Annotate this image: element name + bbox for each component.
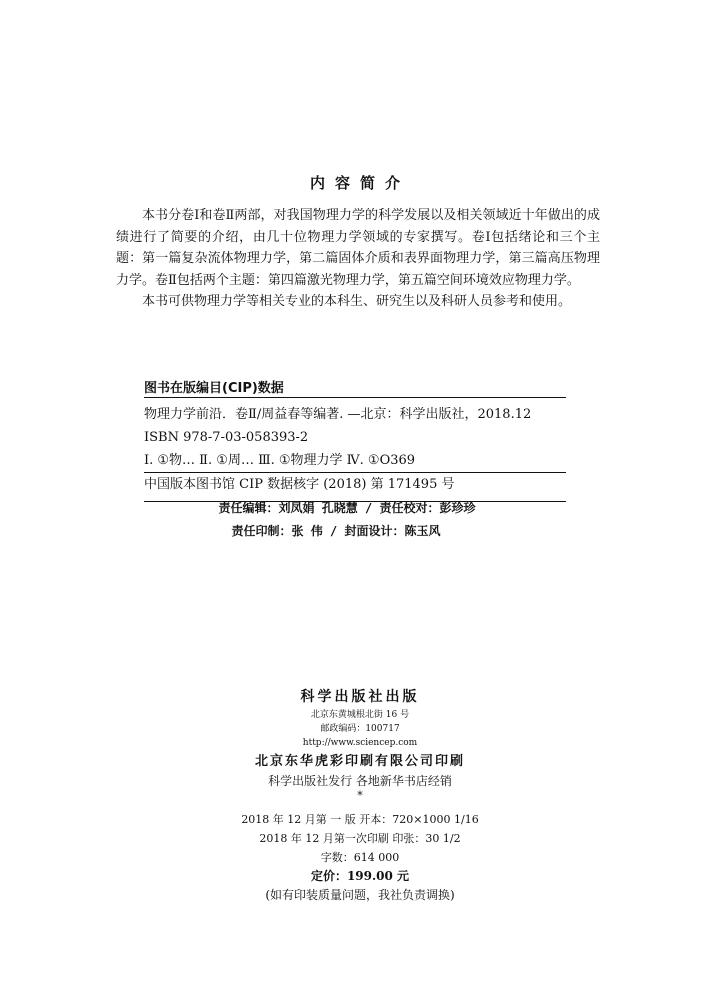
abstract-paragraph-2: 本书可供物理力学等相关专业的本科生、研究生以及科研人员参考和使用。 [142, 294, 572, 309]
abstract-paragraph-1: 本书分卷Ⅰ和卷Ⅱ两部，对我国物理力学的科学发展以及相关领域近十年做出的成绩进行了简要的介绍，由几十位物理力学领域的专家撰写。卷Ⅰ包括绪论和三个主题：第一篇复杂流体物理力学，第二篇固体介质和表界面物理力学，第三篇高压物理力学。卷Ⅱ包括两个主题：第四篇激光物理力学，第五篇空间环境效应物理力学。 [116, 208, 600, 288]
abstract-body [116, 205, 600, 313]
publisher-name: 科学出版社出版 [300, 689, 420, 705]
edition-line: 2018 年 12 月第 一 版 开本：720×1000 1/16 [241, 813, 479, 826]
distributor-line: 科学出版社发行 各地新华书店经销 [268, 774, 452, 788]
production-line: 责任印制：张 伟 / 封面设计：陈玉风 [231, 524, 441, 538]
abstract-title: 内容简介 [309, 174, 410, 192]
printing-line: 2018 年 12 月第一次印刷 印张：30 1/2 [259, 832, 461, 845]
cip-heading: 图书在版编目(CIP)数据 [144, 381, 284, 396]
cip-classification-line: Ⅰ. ①物… Ⅱ. ①周… Ⅲ. ①物理力学 Ⅳ. ①O369 [144, 453, 416, 468]
cip-record-number-line: 中国版本图书馆 CIP 数据核字 (2018) 第 171495 号 [144, 472, 566, 496]
publisher-url: http://www.sciencep.com [302, 738, 418, 748]
cip-title-line: 物理力学前沿．卷Ⅱ/周益春等编著. —北京：科学出版社，2018.12 [144, 407, 532, 422]
separator-star: * [357, 789, 363, 802]
quality-notice: (如有印装质量问题，我社负责调换) [265, 888, 455, 902]
colophon [0, 686, 720, 905]
editorial-credits [0, 497, 720, 543]
printer-name: 北京东华虎彩印刷有限公司印刷 [254, 754, 465, 769]
publisher-address: 北京东黄城根北街 16 号 [310, 710, 410, 720]
price: 定价：199.00 元 [310, 869, 410, 883]
cip-isbn-line: ISBN 978-7-03-058393-2 [144, 430, 309, 445]
word-count: 字数：614 000 [320, 851, 400, 864]
editors-line: 责任编辑：刘凤娟 孔晓慧 / 责任校对：彭珍珍 [218, 501, 476, 515]
cip-data-block [144, 397, 566, 502]
publisher-postcode: 邮政编码：100717 [320, 724, 400, 734]
